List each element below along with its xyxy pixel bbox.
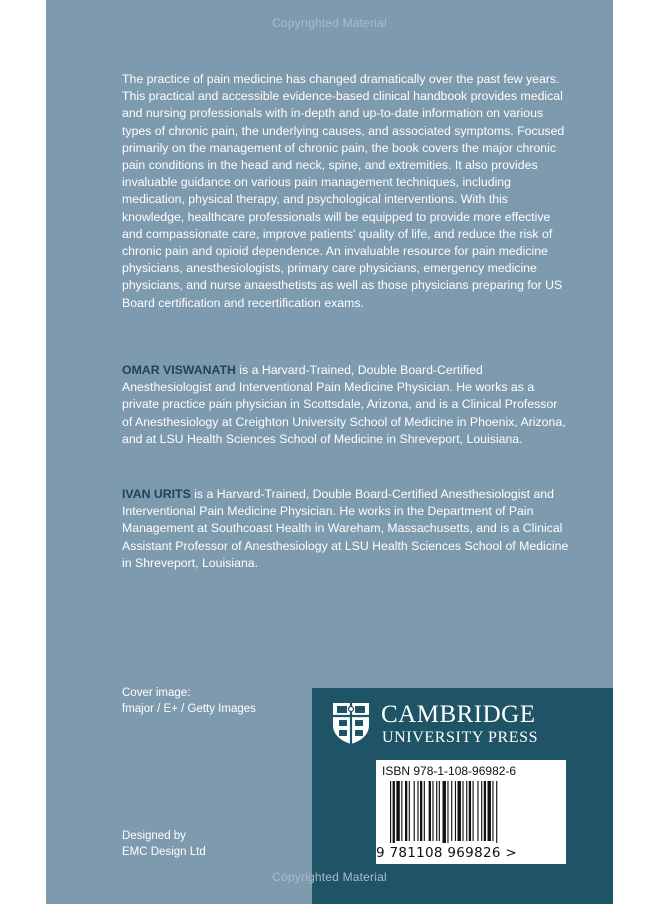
- barcode-bar: [409, 781, 410, 841]
- author-name-1: OMAR VISWANATH: [122, 363, 236, 377]
- isbn-label: ISBN 978-1-108-96982-6: [382, 764, 517, 778]
- cambridge-shield-icon: [331, 701, 371, 745]
- barcode-bar: [429, 781, 431, 841]
- barcode: [376, 760, 566, 864]
- author-bio-1: [122, 362, 570, 448]
- barcode-bar: [473, 781, 474, 841]
- barcode-bar: [458, 781, 461, 841]
- barcode-bar: [443, 781, 446, 843]
- publisher-name: CAMBRIDGE: [381, 701, 536, 728]
- barcode-bar: [405, 781, 407, 841]
- back-cover: [46, 0, 613, 904]
- barcode-bar: [462, 781, 463, 841]
- barcode-bar: [390, 781, 391, 843]
- barcode-bar: [396, 781, 399, 841]
- publisher-subtitle: UNIVERSITY PRESS: [382, 729, 539, 746]
- barcode-bar: [414, 781, 415, 841]
- barcode-bar: [496, 781, 497, 843]
- barcode-bar: [492, 781, 493, 841]
- cover-credit-value: fmajor / E+ / Getty Images: [122, 703, 256, 715]
- barcode-bar: [466, 781, 467, 841]
- barcode-bar: [417, 781, 418, 841]
- barcode-bar: [477, 781, 478, 841]
- author-bio-text-1: is a Harvard-Trained, Double Board-Certified Anesthesiologist and Interventional Pain Medicine Physician. He works as a private practice pain physician in Scottsdale, Arizona, and is a Clinical Professor of Anesthesiology at Creighton University School of Medicine in Phoenix, Arizona, and at LSU Health Sciences School of Medicine in Shreveport, Louisiana.: [122, 363, 566, 446]
- barcode-bar: [488, 781, 491, 841]
- design-credit-label: Designed by: [122, 830, 186, 842]
- barcode-bar: [447, 781, 448, 843]
- watermark-bottom: Copyrighted Material: [272, 870, 387, 884]
- watermark-top: Copyrighted Material: [272, 16, 387, 30]
- barcode-digits: 9 781108 969826 >: [376, 845, 517, 861]
- book-blurb: The practice of pain medicine has changed dramatically over the past few years. This practical and accessible evidence-based clinical handbook provides medical and nursing professionals with in-depth and up-to-date information on various types of chronic pain, the underlying causes, and associated symptoms. Focused primarily on the management of chronic pain, the book covers the major chronic pain conditions in the head and neck, spine, and extremities. It also provides invaluable guidance on various pain management techniques, including medication, physical therapy, and psychological interventions. With this knowledge, healthcare professionals will be equipped to provide more effective and compassionate care, improve patients' quality of life, and reduce the risk of chronic pain and opioid dependence. An invaluable resource for pain medicine physicians, anesthesiologists, primary care physicians, emergency medicine physicians, and nurse anaesthetists as well as those physicians preparing for US Board certification and recertification exams.: [122, 72, 565, 310]
- author-name-2: IVAN URITS: [122, 487, 191, 501]
- cover-credit-label: Cover image:: [122, 687, 191, 699]
- barcode-bar: [436, 781, 437, 841]
- author-bio-text-2: is a Harvard-Trained, Double Board-Certified Anesthesiologist and Interventional Pain Medicine Physician. He works in the Department of Pain Management at Southcoast Health in Wareham, Massachusetts, and is a Clinical Assistant Professor of Anesthesiology at LSU Health Sciences School of Medicine in Shreveport, Louisiana.: [122, 487, 569, 570]
- cover-image-credit: [122, 685, 256, 717]
- design-credit: [122, 828, 206, 860]
- barcode-bar: [401, 781, 402, 841]
- barcode-bar: [451, 781, 452, 841]
- barcode-bar: [439, 781, 440, 841]
- barcode-bar: [484, 781, 486, 841]
- barcode-bar: [393, 781, 395, 843]
- design-credit-value: EMC Design Ltd: [122, 846, 206, 858]
- barcode-bar: [424, 781, 425, 841]
- barcode-bar: [455, 781, 456, 841]
- author-bio-2: [122, 486, 570, 572]
- barcode-bar: [469, 781, 471, 841]
- barcode-bar: [432, 781, 433, 841]
- barcode-bar: [420, 781, 422, 841]
- barcode-bar: [481, 781, 482, 841]
- barcode-bars: [390, 781, 555, 843]
